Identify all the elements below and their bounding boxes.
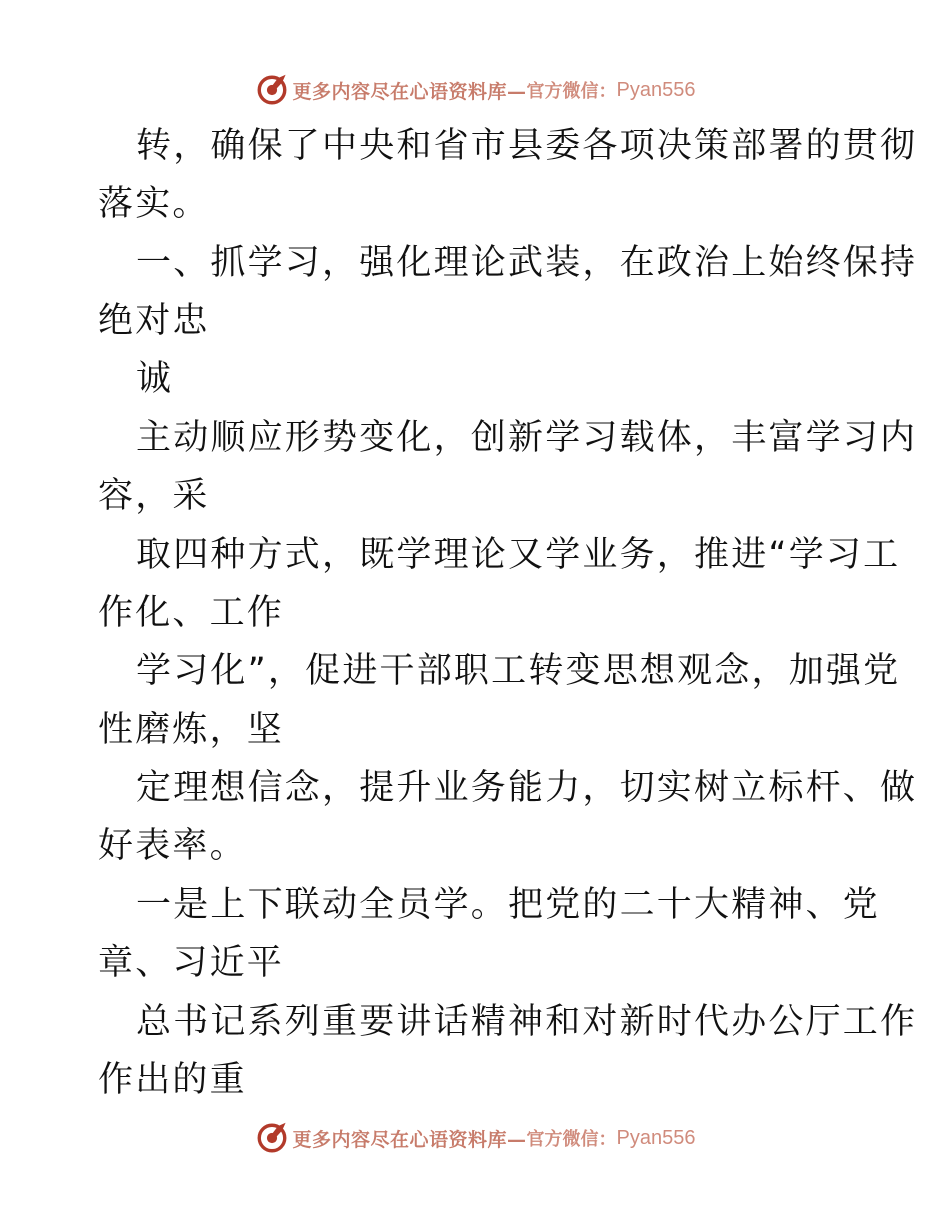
text-line: 转，确保了中央和省市县委各项决策部署的贯彻 [136,126,918,166]
text-line: 诚 [136,359,174,399]
header-banner [0,70,950,110]
text-line: 容，采 [98,476,210,516]
pen-logo-icon [255,1121,289,1155]
text-line: 作化、工作 [98,593,285,633]
banner-account: Pyan556 [616,78,696,101]
banner-account: Pyan556 [616,1126,696,1149]
text-line: 绝对忠 [98,301,210,341]
banner-slogan: 更多内容尽在心语资料库— [292,1128,527,1151]
text-line: 定理想信念，提升业务能力，切实树立标杆、做 [136,768,918,808]
banner-slogan: 更多内容尽在心语资料库— [292,80,527,103]
text-line: 总书记系列重要讲话精神和对新时代办公厅工作 [136,1002,918,1042]
banner-wechat-label: 官方微信： [526,1129,617,1150]
text-line: 好表率。 [98,826,247,866]
text-line: 章、习近平 [98,943,285,983]
text-line: 学习化”，促进干部职工转变思想观念，加强党 [136,651,901,691]
text-line: 取四种方式，既学理论又学业务，推进“学习工 [136,535,901,575]
banner-wechat-label: 官方微信： [526,81,617,102]
text-line: 一、抓学习，强化理论武装，在政治上始终保持 [136,243,918,283]
text-line: 落实。 [98,184,210,224]
footer-banner [0,1118,950,1158]
pen-logo-icon [255,73,289,107]
text-line: 主动顺应形势变化，创新学习载体，丰富学习内 [136,418,918,458]
text-line: 一是上下联动全员学。把党的二十大精神、党 [136,885,881,925]
text-line: 作出的重 [98,1060,247,1100]
text-line: 性磨炼，坚 [98,710,285,750]
